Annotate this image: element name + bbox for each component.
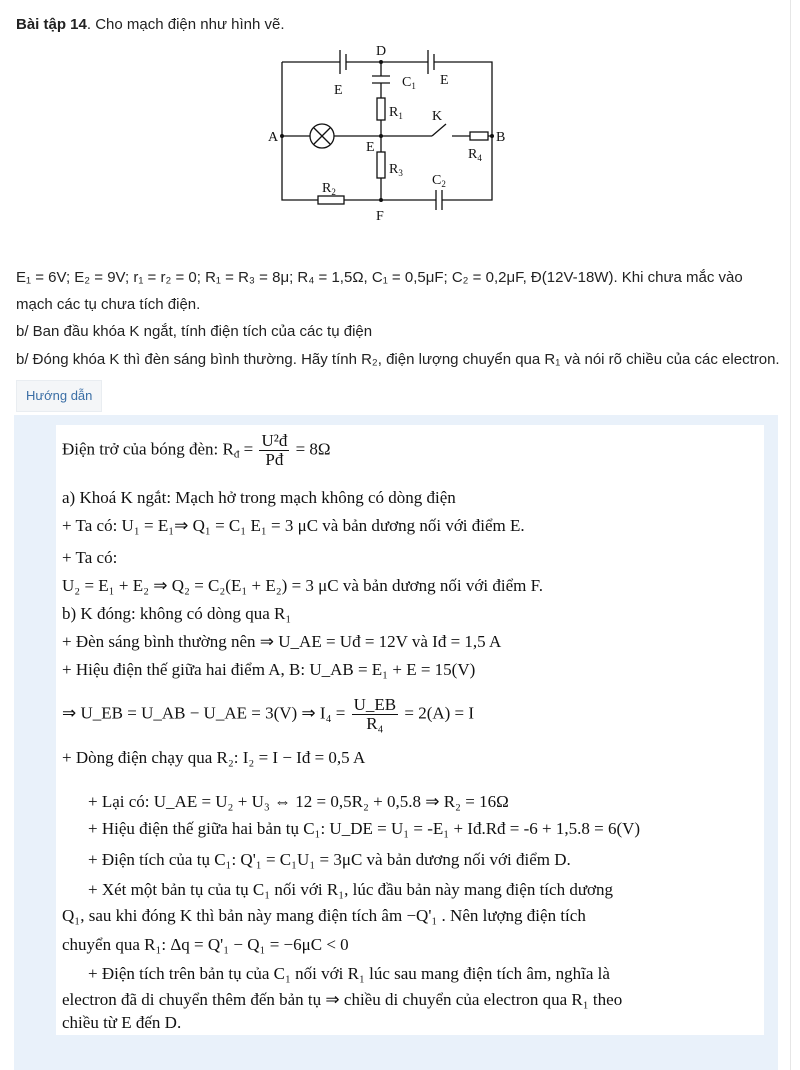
wire-left — [282, 62, 318, 200]
problem-label: Bài tập 14 — [16, 16, 87, 33]
label-r4: $R_4$ — [468, 147, 482, 163]
label-e: E — [366, 140, 375, 155]
label-c1: $C_1$ — [402, 75, 416, 91]
given-line-1: E₁ = 6V; E₂ = 9V; r₁ = r₂ = 0; R₁ = R₃ = 8μ; R₄ = 1,5Ω, C₁ = 0,5μF; C₂ = 0,2μF, Đ(12V-18W). Khi chưa mắc vào — [16, 269, 743, 286]
circuit-diagram — [262, 40, 522, 230]
solution-line-13: + Điện tích của tụ C₁: Q'₁ = C₁U₁ = 3μC và bản dương nối với điểm D. — [88, 850, 571, 869]
resistor-r2 — [318, 196, 344, 204]
solution-line-19: chiều từ E đến D. — [62, 1013, 182, 1032]
node-d — [379, 60, 383, 64]
label-e2: E — [440, 73, 449, 88]
solution-line-6: b) K đóng: không có dòng qua R₁ — [62, 604, 292, 623]
node-e — [379, 134, 383, 138]
switch-k-blade — [432, 124, 446, 136]
label-a: A — [268, 130, 279, 145]
solution-line-10: + Dòng điện chạy qua R₂: I₂ = I − Iđ = 0,5 A — [62, 748, 366, 767]
node-a — [280, 134, 284, 138]
label-r2: $R_2$ — [322, 181, 336, 197]
solution-line-8: + Hiệu điện thế giữa hai điểm A, B: U_AB = E₁ + E = 15(V) — [62, 660, 476, 679]
given-line-3: b/ Ban đầu khóa K ngắt, tính điện tích của các tụ điện — [16, 323, 373, 340]
solution-line-17: + Điện tích trên bản tụ của C₁ nối với R₁ lúc sau mang điện tích âm, nghĩa là — [88, 964, 610, 983]
label-f: F — [376, 209, 384, 224]
solution-line-15: Q₁, sau khi đóng K thì bản này mang điện tích âm −Q'₁ . Nên lượng điện tích — [62, 906, 586, 925]
given-line-4: b/ Đóng khóa K thì đèn sáng bình thường. Hãy tính R₂, điện lượng chuyển qua R₁ và nói rõ chiều của các electron. — [16, 351, 780, 368]
label-r1: $R_1$ — [389, 105, 403, 121]
label-c2: $C_2$ — [432, 173, 446, 189]
given-line-2: mạch các tụ chưa tích điện. — [16, 296, 201, 313]
solution-line-4: + Ta có: — [62, 548, 118, 567]
node-f — [379, 198, 383, 202]
node-b — [490, 134, 494, 138]
resistor-r3 — [377, 152, 385, 178]
solution-line-1: Điện trở của bóng đèn: $R_đ$ = $\frac{\text{U²đ}}{Pđ}$ = 8Ω — [62, 431, 331, 469]
resistor-r4 — [470, 132, 488, 140]
problem-title — [16, 16, 285, 33]
guide-button[interactable]: Hướng dẫn — [16, 380, 102, 412]
label-r3: $R_3$ — [389, 162, 403, 178]
solution-line-3: + Ta có: U₁ = E₁⇒ Q₁ = C₁ E₁ = 3 μC và bản dương nối với điểm E. — [62, 516, 525, 535]
label-b: B — [496, 130, 506, 145]
solution-line-11: + Lại có: U_AE = U₂ + U₃ ⇔ 12 = 0,5R₂ + 0,5.8 ⇒ R₂ = 16Ω — [88, 792, 509, 811]
solution-line-5: U₂ = E₁ + E₂ ⇒ Q₂ = C₂(E₁ + E₂) = 3 μC và bản dương nối với điểm F. — [62, 576, 543, 595]
problem-intro: . Cho mạch điện như hình vẽ. — [86, 16, 285, 33]
solution-line-16: chuyển qua R₁: Δq = Q'₁ − Q₁ = −6μC < 0 — [62, 935, 349, 954]
solution-line-14: + Xét một bản tụ của tụ C₁ nối với R₁, lúc đầu bản này mang điện tích dương — [88, 880, 614, 899]
solution-line-12: + Hiệu điện thế giữa hai bản tụ C₁: U_DE = U₁ = -E₁ + Iđ.Rđ = -6 + 1,5.8 = 6(V) — [88, 819, 641, 838]
solution-line-18: electron đã di chuyển thêm đến bản tụ ⇒ chiều di chuyển của electron qua R₁ theo — [62, 990, 623, 1009]
label-d: D — [376, 44, 387, 59]
resistor-r1 — [377, 98, 385, 120]
solution-line-2: a) Khoá K ngắt: Mạch hở trong mạch không có dòng điện — [62, 488, 456, 507]
solution-line-9: ⇒ U_EB = U_AB − U_AE = 3(V) ⇒ I₄ = $\frac{U\_EB}{\text{R₄}}$ = 2(A) = I — [62, 695, 475, 733]
label-e1: E — [334, 83, 343, 98]
label-k: K — [432, 109, 443, 124]
solution-line-7: + Đèn sáng bình thường nên ⇒ U_AE = Uđ = 12V và Iđ = 1,5 A — [62, 632, 502, 651]
